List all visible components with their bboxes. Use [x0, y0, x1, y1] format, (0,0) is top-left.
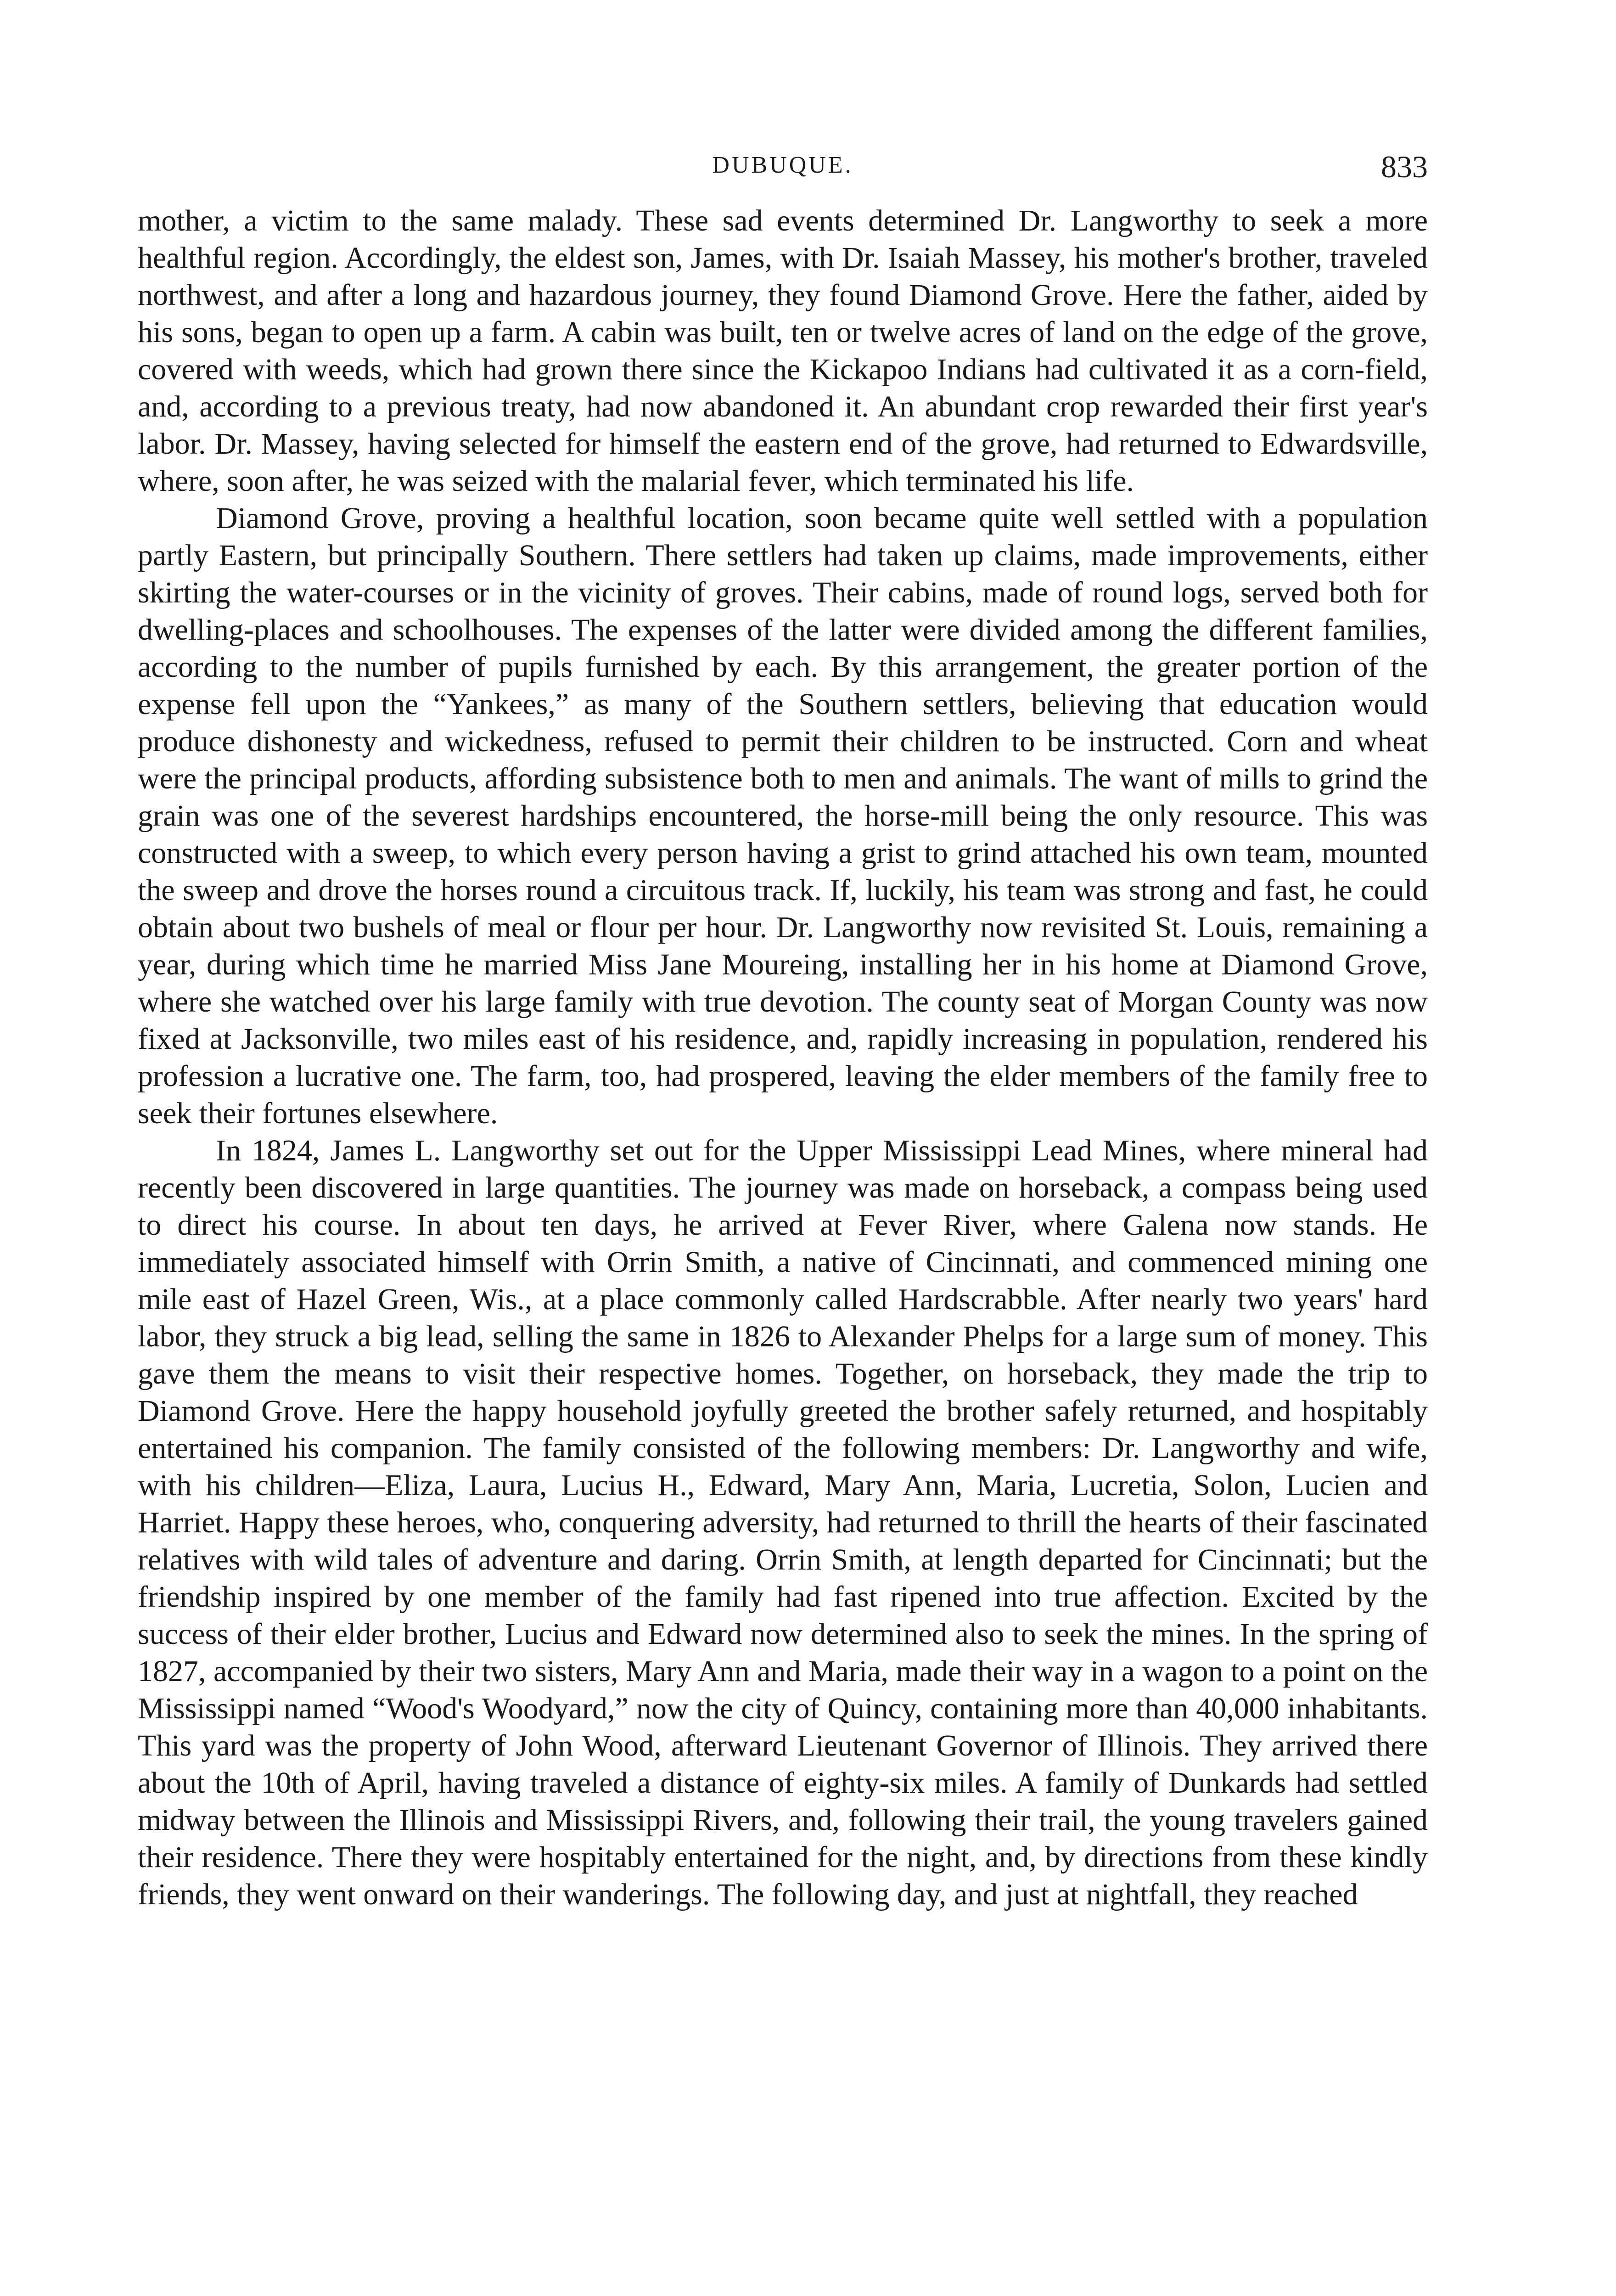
book-page	[138, 149, 1428, 1913]
running-title: DUBUQUE.	[712, 152, 853, 178]
paragraph-lead-mines: In 1824, James L. Langworthy set out for the Upper Mississippi Lead Mines, where mineral had recently been discovered in large quantities. The journey was made on horseback, a compass being used to direct his course. In about ten days, he arrived at Fever River, where Galena now stands. He immediately associated himself with Orrin Smith, a native of Cincinnati, and commenced mining one mile east of Hazel Green, Wis., at a place commonly called Hardscrabble. After nearly two years' hard labor, they struck a big lead, selling the same in 1826 to Alexander Phelps for a large sum of money. This gave them the means to visit their respective homes. Together, on horseback, they made the trip to Diamond Grove. Here the happy household joyfully greeted the brother safely returned, and hospitably entertained his companion. The family consisted of the following members: Dr. Langworthy and wife, with his children—Eliza, Laura, Lucius H., Edward, Mary Ann, Maria, Lucretia, Solon, Lucien and Harriet. Happy these heroes, who, conquering adversity, had returned to thrill the hearts of their fascinated relatives with wild tales of adventure and daring. Orrin Smith, at length departed for Cincinnati; but the friendship inspired by one member of the family had fast ripened into true affection. Excited by the success of their elder brother, Lucius and Edward now determined also to seek the mines. In the spring of 1827, accompanied by their two sisters, Mary Ann and Maria, made their way in a wagon to a point on the Mississippi named “Wood's Woodyard,” now the city of Quincy, containing more than 40,000 inhabitants. This yard was the property of John Wood, afterward Lieutenant Governor of Illinois. They arrived there about the 10th of April, having traveled a distance of eighty-six miles. A family of Dunkards had settled midway between the Illinois and Mississippi Rivers, and, following their trail, the young travelers gained their residence. There they were hospitably entertained for the night, and, by directions from these kindly friends, they went onward on their wanderings. The following day, and just at nightfall, they reached	[138, 1134, 1428, 1911]
body-text	[138, 202, 1428, 1913]
paragraph-diamond-grove: Diamond Grove, proving a healthful location, soon became quite well settled with a population partly Eastern, but principally Southern. There settlers had taken up claims, made improvements, either skirting the water-courses or in the vicinity of groves. Their cabins, made of round logs, served both for dwelling-places and schoolhouses. The expenses of the latter were divided among the different families, according to the number of pupils furnished by each. By this arrangement, the greater portion of the expense fell upon the “Yankees,” as many of the Southern settlers, believing that education would produce dishonesty and wickedness, refused to permit their children to be instructed. Corn and wheat were the principal products, affording subsistence both to men and animals. The want of mills to grind the grain was one of the severest hardships encountered, the horse-mill being the only resource. This was constructed with a sweep, to which every person having a grist to grind attached his own team, mounted the sweep and drove the horses round a circuitous track. If, luckily, his team was strong and fast, he could obtain about two bushels of meal or flour per hour. Dr. Langworthy now revisited St. Louis, remaining a year, during which time he married Miss Jane Moureing, installing her in his home at Diamond Grove, where she watched over his large family with true devotion. The county seat of Morgan County was now fixed at Jacksonville, two miles east of his residence, and, rapidly increasing in population, rendered his profession a lucrative one. The farm, too, had prospered, leaving the elder members of the family free to seek their fortunes elsewhere.	[138, 501, 1428, 1130]
running-head	[138, 149, 1428, 202]
paragraph-continued: mother, a victim to the same malady. These sad events determined Dr. Langworthy to seek a more healthful region. Accordingly, the eldest son, James, with Dr. Isaiah Massey, his mother's brother, traveled northwest, and after a long and hazardous journey, they found Diamond Grove. Here the father, aided by his sons, began to open up a farm. A cabin was built, ten or twelve acres of land on the edge of the grove, covered with weeds, which had grown there since the Kickapoo Indians had cultivated it as a corn-field, and, according to a previous treaty, had now abandoned it. An abundant crop rewarded their first year's labor. Dr. Massey, having selected for himself the eastern end of the grove, had returned to Edwardsville, where, soon after, he was seized with the malarial fever, which terminated his life.	[138, 204, 1428, 498]
page-number: 833	[1381, 149, 1428, 184]
